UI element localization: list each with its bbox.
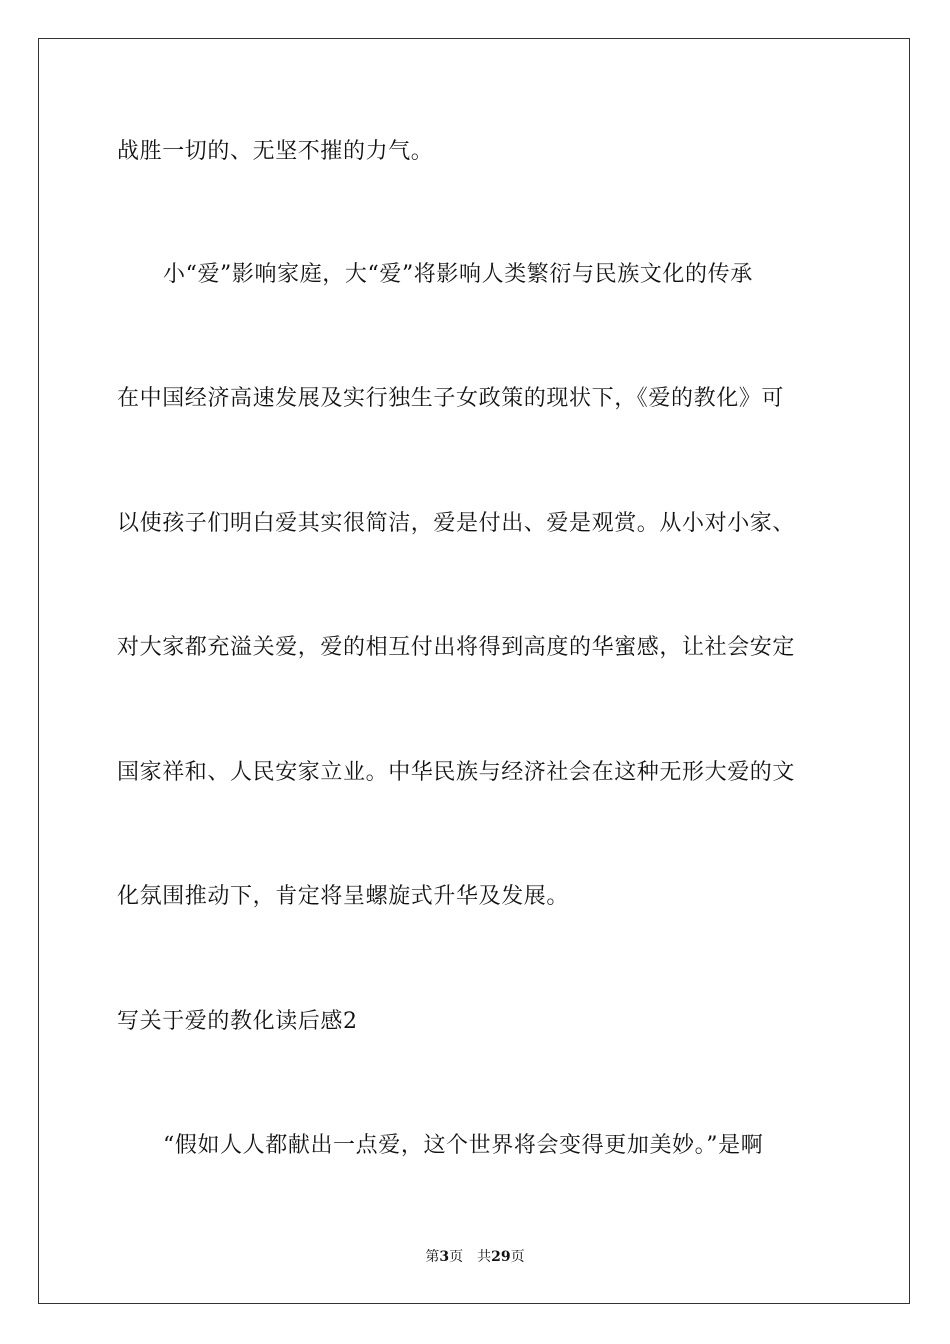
total-prefix: 共 bbox=[477, 1249, 492, 1265]
page-number: 3 bbox=[439, 1249, 450, 1265]
paragraph-line: 小“爱”影响家庭，大“爱”将影响人类繁衍与民族文化的传承 bbox=[163, 262, 753, 287]
section-heading: 写关于爱的教化读后感2 bbox=[117, 1009, 358, 1034]
page-prefix: 第 bbox=[425, 1249, 440, 1265]
paragraph-line: 以使孩子们明白爱其实很简洁，爱是付出、爱是观赏。从小对小家、 bbox=[117, 511, 796, 536]
total-pages: 29 bbox=[491, 1249, 511, 1265]
paragraph-line: 战胜一切的、无坚不摧的力气。 bbox=[117, 139, 434, 164]
paragraph-line: 对大家都充溢关爱，爱的相互付出将得到高度的华蜜感，让社会安定 bbox=[117, 635, 796, 660]
paragraph-line: 化氛围推动下，肯定将呈螺旋式升华及发展。 bbox=[117, 884, 570, 909]
paragraph-line: 在中国经济高速发展及实行独生子女政策的现状下，《爱的教化》可 bbox=[117, 386, 785, 411]
paragraph-line: “假如人人都献出一点爱，这个世界将会变得更加美妙。”是啊 bbox=[163, 1133, 764, 1158]
total-suffix: 页 bbox=[510, 1249, 525, 1265]
paragraph-line: 国家祥和、人民安家立业。中华民族与经济社会在这种无形大爱的文 bbox=[117, 760, 796, 785]
page-suffix: 页 bbox=[449, 1249, 464, 1265]
page-frame bbox=[38, 38, 910, 1304]
page-footer bbox=[0, 1247, 950, 1267]
